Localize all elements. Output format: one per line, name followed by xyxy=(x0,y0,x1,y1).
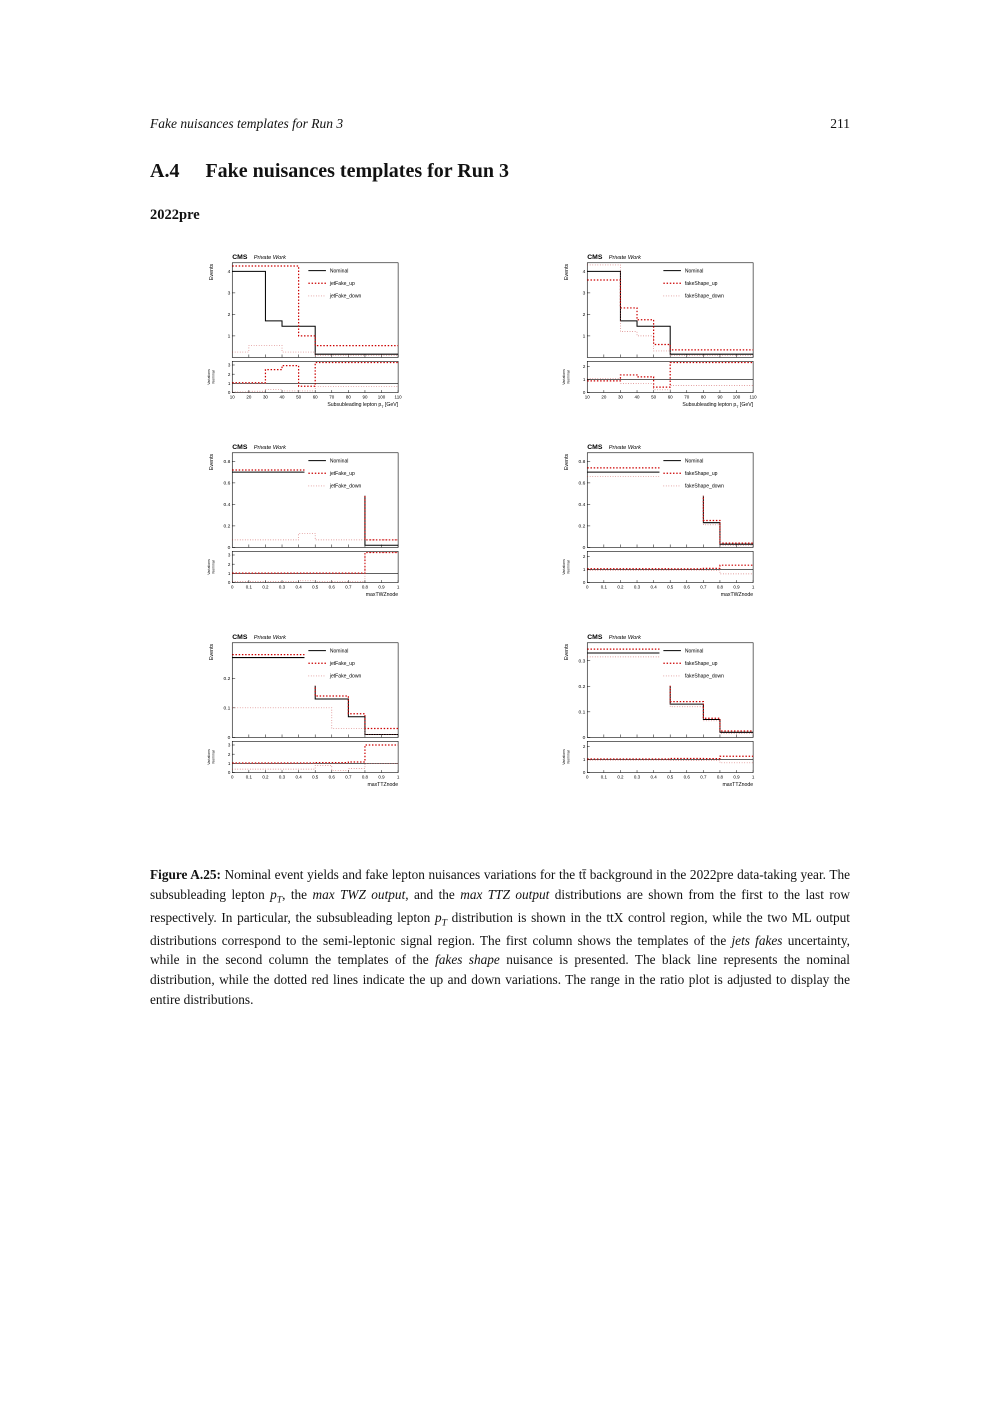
svg-text:90: 90 xyxy=(717,394,723,400)
svg-text:Private Work: Private Work xyxy=(608,444,642,451)
svg-text:0.1: 0.1 xyxy=(245,584,252,590)
svg-text:1: 1 xyxy=(751,774,755,780)
svg-text:0.4: 0.4 xyxy=(650,774,657,780)
svg-text:50: 50 xyxy=(296,394,302,400)
svg-text:fakeShape_up: fakeShape_up xyxy=(684,661,718,668)
svg-text:3: 3 xyxy=(227,291,231,297)
svg-text:0.6: 0.6 xyxy=(328,774,335,780)
svg-text:VariationsNominal: VariationsNominal xyxy=(207,749,216,765)
running-header-title: Fake nuisances templates for Run 3 xyxy=(150,116,344,131)
svg-text:Events: Events xyxy=(563,453,570,471)
svg-text:1: 1 xyxy=(582,377,586,383)
svg-text:0: 0 xyxy=(582,546,586,552)
figure-svg xyxy=(203,630,403,798)
svg-text:Nominal: Nominal xyxy=(684,458,704,465)
svg-text:0: 0 xyxy=(227,580,231,586)
svg-text:0.2: 0.2 xyxy=(578,524,586,530)
svg-text:110: 110 xyxy=(394,394,402,400)
svg-text:0.1: 0.1 xyxy=(245,774,252,780)
svg-text:jetFake_up: jetFake_up xyxy=(329,661,355,668)
figure-caption: Figure A.25: Nominal event yields and fake lepton nuisances variations for the tt̄ background in the 2022pre data-taking year. The subsubleading lepton $p_T$, the max TWZ output, and the max TTZ output distributions are shown from the first to the last row respectively. In particular, the subsubleading lepton $p_T$ distribution is shown in the ttX control region, while the two ML output distributions correspond to the semi-leptonic signal region. The first column shows the templates of the jets fakes uncertainty, while in the second column the templates of the fakes shape nuisance is presented. The black line represents the nominal distribution, while the dotted red lines indicate the up and down variations. The range in the ratio plot is adjusted to display the entire distributions. xyxy=(150,867,851,1007)
svg-text:0.2: 0.2 xyxy=(262,584,269,590)
figure-svg xyxy=(558,440,758,608)
svg-text:2: 2 xyxy=(227,371,231,377)
svg-text:0.3: 0.3 xyxy=(278,584,286,590)
svg-text:0: 0 xyxy=(227,546,231,552)
svg-text:1: 1 xyxy=(582,567,586,573)
svg-text:Events: Events xyxy=(563,643,570,661)
running-header xyxy=(150,116,850,132)
svg-text:Events: Events xyxy=(208,263,215,281)
svg-text:Subsubleading lepton pT [GeV]: Subsubleading lepton $p_T$ [GeV] xyxy=(327,402,399,409)
svg-text:0.1: 0.1 xyxy=(578,710,586,716)
svg-text:0.6: 0.6 xyxy=(578,481,586,487)
svg-text:0.8: 0.8 xyxy=(578,460,586,466)
figure-svg xyxy=(203,250,403,418)
svg-text:0.1: 0.1 xyxy=(223,706,231,712)
svg-text:0.2: 0.2 xyxy=(578,684,586,690)
svg-text:20: 20 xyxy=(246,394,252,400)
svg-text:0.6: 0.6 xyxy=(683,584,690,590)
svg-text:80: 80 xyxy=(700,394,706,400)
svg-text:0: 0 xyxy=(227,390,231,396)
svg-text:110: 110 xyxy=(749,394,757,400)
svg-text:1: 1 xyxy=(227,334,231,340)
svg-text:Private Work: Private Work xyxy=(608,634,642,641)
svg-text:maxTWZnode: maxTWZnode xyxy=(365,592,399,599)
svg-text:fakeShape_down: fakeShape_down xyxy=(684,673,724,680)
figure-svg xyxy=(558,250,758,418)
subsection-heading: 2022pre xyxy=(150,207,200,223)
svg-text:fakeShape_up: fakeShape_up xyxy=(684,281,718,288)
svg-text:4: 4 xyxy=(227,270,231,276)
svg-text:80: 80 xyxy=(345,394,351,400)
svg-text:jetFake_down: jetFake_down xyxy=(329,293,362,300)
svg-text:1: 1 xyxy=(227,761,231,767)
svg-text:Private Work: Private Work xyxy=(253,254,287,261)
svg-text:0: 0 xyxy=(582,770,586,776)
svg-text:50: 50 xyxy=(651,394,657,400)
svg-text:0.2: 0.2 xyxy=(262,774,269,780)
svg-text:CMS: CMS xyxy=(587,633,603,641)
plot-subleading-pt-fakeshape xyxy=(558,250,758,418)
svg-text:0: 0 xyxy=(582,390,586,396)
svg-text:100: 100 xyxy=(732,394,741,400)
svg-text:CMS: CMS xyxy=(232,253,248,261)
svg-text:0.4: 0.4 xyxy=(295,584,302,590)
svg-text:0.3: 0.3 xyxy=(578,659,586,665)
svg-text:VariationsNominal: VariationsNominal xyxy=(207,369,216,385)
svg-text:Events: Events xyxy=(563,263,570,281)
svg-text:1: 1 xyxy=(227,571,231,577)
svg-text:40: 40 xyxy=(279,394,285,400)
svg-text:1: 1 xyxy=(582,757,586,763)
svg-text:10: 10 xyxy=(229,394,235,400)
plot-maxtwznode-jetfake xyxy=(203,440,403,608)
svg-text:1: 1 xyxy=(227,381,231,387)
svg-text:1: 1 xyxy=(396,774,400,780)
svg-text:0.7: 0.7 xyxy=(700,584,707,590)
svg-text:2: 2 xyxy=(582,364,586,370)
svg-text:0.2: 0.2 xyxy=(617,584,624,590)
plot-maxttznode-jetfake xyxy=(203,630,403,798)
svg-text:1: 1 xyxy=(396,584,400,590)
svg-text:0.8: 0.8 xyxy=(223,460,231,466)
svg-text:30: 30 xyxy=(262,394,268,400)
svg-text:jetFake_up: jetFake_up xyxy=(329,471,355,478)
svg-text:70: 70 xyxy=(329,394,335,400)
svg-text:0.4: 0.4 xyxy=(223,503,231,509)
svg-text:0.6: 0.6 xyxy=(223,481,231,487)
svg-text:60: 60 xyxy=(312,394,318,400)
svg-text:2: 2 xyxy=(227,313,231,319)
svg-text:0.9: 0.9 xyxy=(733,774,740,780)
svg-text:Nominal: Nominal xyxy=(684,648,704,655)
svg-text:10: 10 xyxy=(584,394,590,400)
svg-text:0: 0 xyxy=(582,736,586,742)
svg-text:0.8: 0.8 xyxy=(361,584,369,590)
svg-text:40: 40 xyxy=(634,394,640,400)
svg-text:Events: Events xyxy=(208,643,215,661)
svg-text:2: 2 xyxy=(582,313,586,319)
svg-text:Nominal: Nominal xyxy=(329,648,349,655)
svg-text:0.5: 0.5 xyxy=(667,774,674,780)
svg-text:0: 0 xyxy=(231,774,234,780)
svg-text:3: 3 xyxy=(227,742,231,748)
svg-text:Private Work: Private Work xyxy=(253,444,287,451)
svg-text:1: 1 xyxy=(582,334,586,340)
plot-subleading-pt-jetfake xyxy=(203,250,403,418)
svg-text:0.2: 0.2 xyxy=(223,676,231,682)
svg-text:2: 2 xyxy=(582,744,586,750)
svg-text:3: 3 xyxy=(227,362,231,368)
svg-text:0: 0 xyxy=(582,580,586,586)
svg-text:0.1: 0.1 xyxy=(600,584,607,590)
svg-text:0.5: 0.5 xyxy=(312,584,319,590)
svg-text:jetFake_up: jetFake_up xyxy=(329,281,355,288)
svg-text:0.8: 0.8 xyxy=(716,774,724,780)
svg-text:VariationsNominal: VariationsNominal xyxy=(562,369,571,385)
svg-text:Nominal: Nominal xyxy=(329,268,349,275)
svg-text:0.7: 0.7 xyxy=(700,774,707,780)
svg-text:Nominal: Nominal xyxy=(329,458,349,465)
svg-text:jetFake_down: jetFake_down xyxy=(329,673,362,680)
svg-text:0.2: 0.2 xyxy=(617,774,624,780)
svg-text:0.4: 0.4 xyxy=(578,503,586,509)
svg-text:maxTTZnode: maxTTZnode xyxy=(367,782,399,789)
svg-text:CMS: CMS xyxy=(587,443,603,451)
svg-text:0.3: 0.3 xyxy=(278,774,286,780)
svg-text:0: 0 xyxy=(227,770,231,776)
svg-text:Subsubleading lepton pT [GeV]: Subsubleading lepton $p_T$ [GeV] xyxy=(682,402,754,409)
svg-text:0: 0 xyxy=(227,736,231,742)
svg-text:0.2: 0.2 xyxy=(223,524,231,530)
svg-text:0.6: 0.6 xyxy=(683,774,690,780)
figure-svg xyxy=(558,630,758,798)
svg-text:0.4: 0.4 xyxy=(295,774,302,780)
svg-text:fakeShape_up: fakeShape_up xyxy=(684,471,718,478)
svg-text:90: 90 xyxy=(362,394,368,400)
figure-svg xyxy=(203,440,403,608)
svg-text:0.8: 0.8 xyxy=(716,584,724,590)
svg-text:0.7: 0.7 xyxy=(345,584,352,590)
page-number: 211 xyxy=(830,116,850,131)
svg-text:maxTWZnode: maxTWZnode xyxy=(720,592,754,599)
svg-text:3: 3 xyxy=(227,552,231,558)
svg-text:60: 60 xyxy=(667,394,673,400)
svg-text:0.7: 0.7 xyxy=(345,774,352,780)
svg-text:0.1: 0.1 xyxy=(600,774,607,780)
svg-text:0.9: 0.9 xyxy=(378,774,385,780)
svg-text:CMS: CMS xyxy=(587,253,603,261)
svg-text:fakeShape_down: fakeShape_down xyxy=(684,293,724,300)
svg-text:4: 4 xyxy=(582,270,586,276)
svg-text:2: 2 xyxy=(582,554,586,560)
svg-text:CMS: CMS xyxy=(232,443,248,451)
svg-text:0.3: 0.3 xyxy=(633,584,641,590)
section-heading xyxy=(150,160,850,183)
section-number: A.4 xyxy=(150,160,180,182)
svg-text:2: 2 xyxy=(227,561,231,567)
svg-text:100: 100 xyxy=(377,394,386,400)
svg-text:20: 20 xyxy=(601,394,607,400)
svg-text:0.6: 0.6 xyxy=(328,584,335,590)
svg-text:1: 1 xyxy=(751,584,755,590)
svg-text:2: 2 xyxy=(227,751,231,757)
section-title-text: Fake nuisances templates for Run 3 xyxy=(205,160,509,182)
svg-text:0.5: 0.5 xyxy=(312,774,319,780)
svg-text:0.8: 0.8 xyxy=(361,774,369,780)
svg-text:0: 0 xyxy=(586,584,589,590)
svg-text:0.3: 0.3 xyxy=(633,774,641,780)
svg-text:30: 30 xyxy=(617,394,623,400)
svg-text:0.4: 0.4 xyxy=(650,584,657,590)
svg-text:0: 0 xyxy=(586,774,589,780)
svg-text:0.9: 0.9 xyxy=(378,584,385,590)
svg-text:0.5: 0.5 xyxy=(667,584,674,590)
plot-maxttznode-fakeshape xyxy=(558,630,758,798)
svg-text:CMS: CMS xyxy=(232,633,248,641)
svg-text:70: 70 xyxy=(684,394,690,400)
svg-text:0.9: 0.9 xyxy=(733,584,740,590)
svg-text:Private Work: Private Work xyxy=(253,634,287,641)
svg-text:VariationsNominal: VariationsNominal xyxy=(562,559,571,575)
svg-text:Nominal: Nominal xyxy=(684,268,704,275)
svg-text:Events: Events xyxy=(208,453,215,471)
plot-maxtwznode-fakeshape xyxy=(558,440,758,608)
svg-text:maxTTZnode: maxTTZnode xyxy=(722,782,754,789)
svg-text:0: 0 xyxy=(231,584,234,590)
svg-text:fakeShape_down: fakeShape_down xyxy=(684,483,724,490)
svg-text:VariationsNominal: VariationsNominal xyxy=(207,559,216,575)
svg-text:jetFake_down: jetFake_down xyxy=(329,483,362,490)
figure-grid xyxy=(203,250,758,798)
svg-text:VariationsNominal: VariationsNominal xyxy=(562,749,571,765)
svg-text:3: 3 xyxy=(582,291,586,297)
svg-text:Private Work: Private Work xyxy=(608,254,642,261)
